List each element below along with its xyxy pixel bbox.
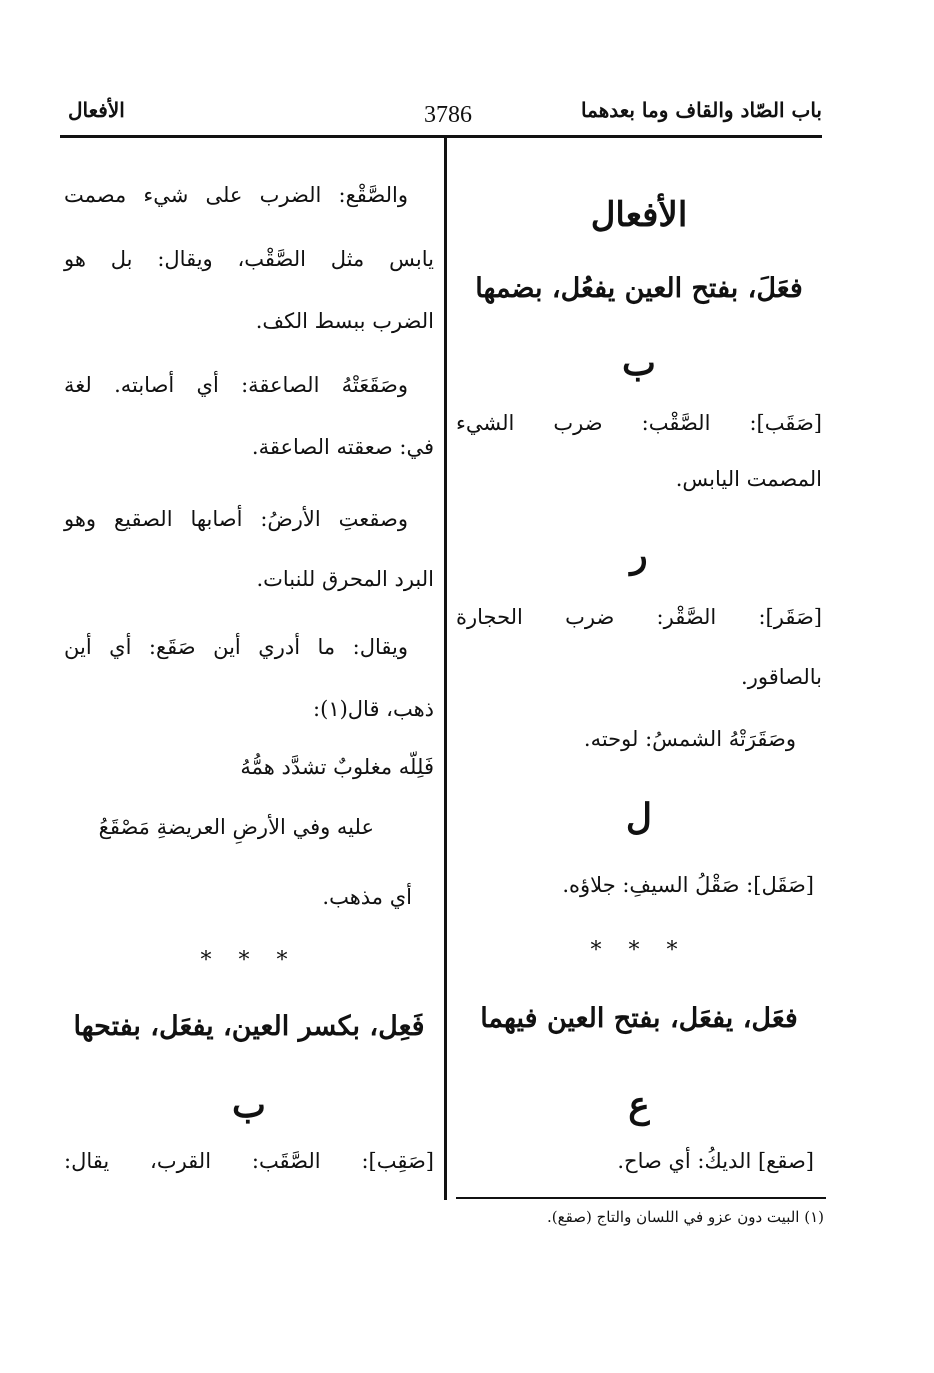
verb-pattern-heading: فعَلَ، بفتح العين يفعُل، بضمها [475, 273, 803, 304]
paragraph-line: وصقعتِ الأرضُ: أصابها الصقيع وهو [64, 507, 408, 531]
verb-pattern-heading: فَعِل، بكسر العين، يفعَل، بفتحها [73, 1011, 425, 1042]
entry-saqb-line: المصمت اليابس. [675, 467, 822, 491]
footnote-rule [456, 1197, 826, 1199]
paragraph-line: والصَّقْع: الضرب على شيء مصمت [64, 183, 408, 207]
section-running-title: الأفعال [68, 98, 125, 122]
section-separator: * * * [200, 948, 298, 973]
entry-saql: [صَقَل]: صَقْلُ السيفِ: جلاؤه. [562, 873, 814, 897]
page-number: 3786 [424, 102, 472, 128]
root-letter-b: ب [622, 342, 656, 384]
root-letter-r: ر [630, 534, 648, 576]
paragraph-line: في: صعقته الصاعقة. [251, 435, 434, 459]
paragraph-line: الضرب ببسط الكف. [255, 309, 434, 333]
paragraph-line: البرد المحرق للنبات. [256, 567, 434, 591]
paragraph-line: أي مذهب. [322, 885, 412, 909]
page-header [60, 98, 822, 138]
section-title: الأفعال [590, 195, 688, 235]
footnote: (١) البيت دون عزو في اللسان والتاج (صقع). [547, 1208, 824, 1226]
root-letter-l: ل [625, 796, 653, 838]
entry-saqa: [صقع] الديكُ: أي صاح. [617, 1149, 814, 1173]
column-divider [444, 138, 447, 1200]
paragraph-line: يابس مثل الصَّقْب، ويقال: بل هو [64, 247, 434, 271]
entry-saqr-line: بالصاقور. [741, 665, 822, 689]
header-rule [60, 135, 822, 138]
paragraph-line: ويقال: ما أدري أين صَقَع: أي أين [64, 635, 408, 659]
entry-saqib: [صَقِب]: الصَّقَب: القرب، يقال: [64, 1149, 434, 1173]
root-letter-b: ب [232, 1084, 266, 1126]
paragraph-line: ذهب، قال(١): [313, 697, 434, 721]
verse-line: عليه وفي الأرضِ العريضةِ مَصْقَعُ [98, 815, 374, 839]
verb-pattern-heading: فعَل، يفعَل، بفتح العين فيهما [480, 1003, 798, 1034]
entry-saqb-line: [صَقَب]: الصَّقْب: ضرب الشيء [456, 411, 822, 435]
entry-saqr-line: [صَقَر]: الصَّقْر: ضرب الحجارة [456, 605, 822, 629]
verse-line: فَلِلّه مغلوبٌ تشدَّد همُّهُ [240, 755, 434, 779]
entry-saqr-line: وصَقَرَتْهُ الشمسُ: لوحته. [583, 727, 796, 751]
chapter-title: باب الصّاد والقاف وما بعدهما [581, 98, 822, 122]
root-letter-ain: ع [628, 1084, 650, 1126]
paragraph-line: وصَقَعَتْهُ الصاعقة: أي أصابته. لغة [64, 373, 408, 397]
section-separator: * * * [590, 938, 688, 963]
